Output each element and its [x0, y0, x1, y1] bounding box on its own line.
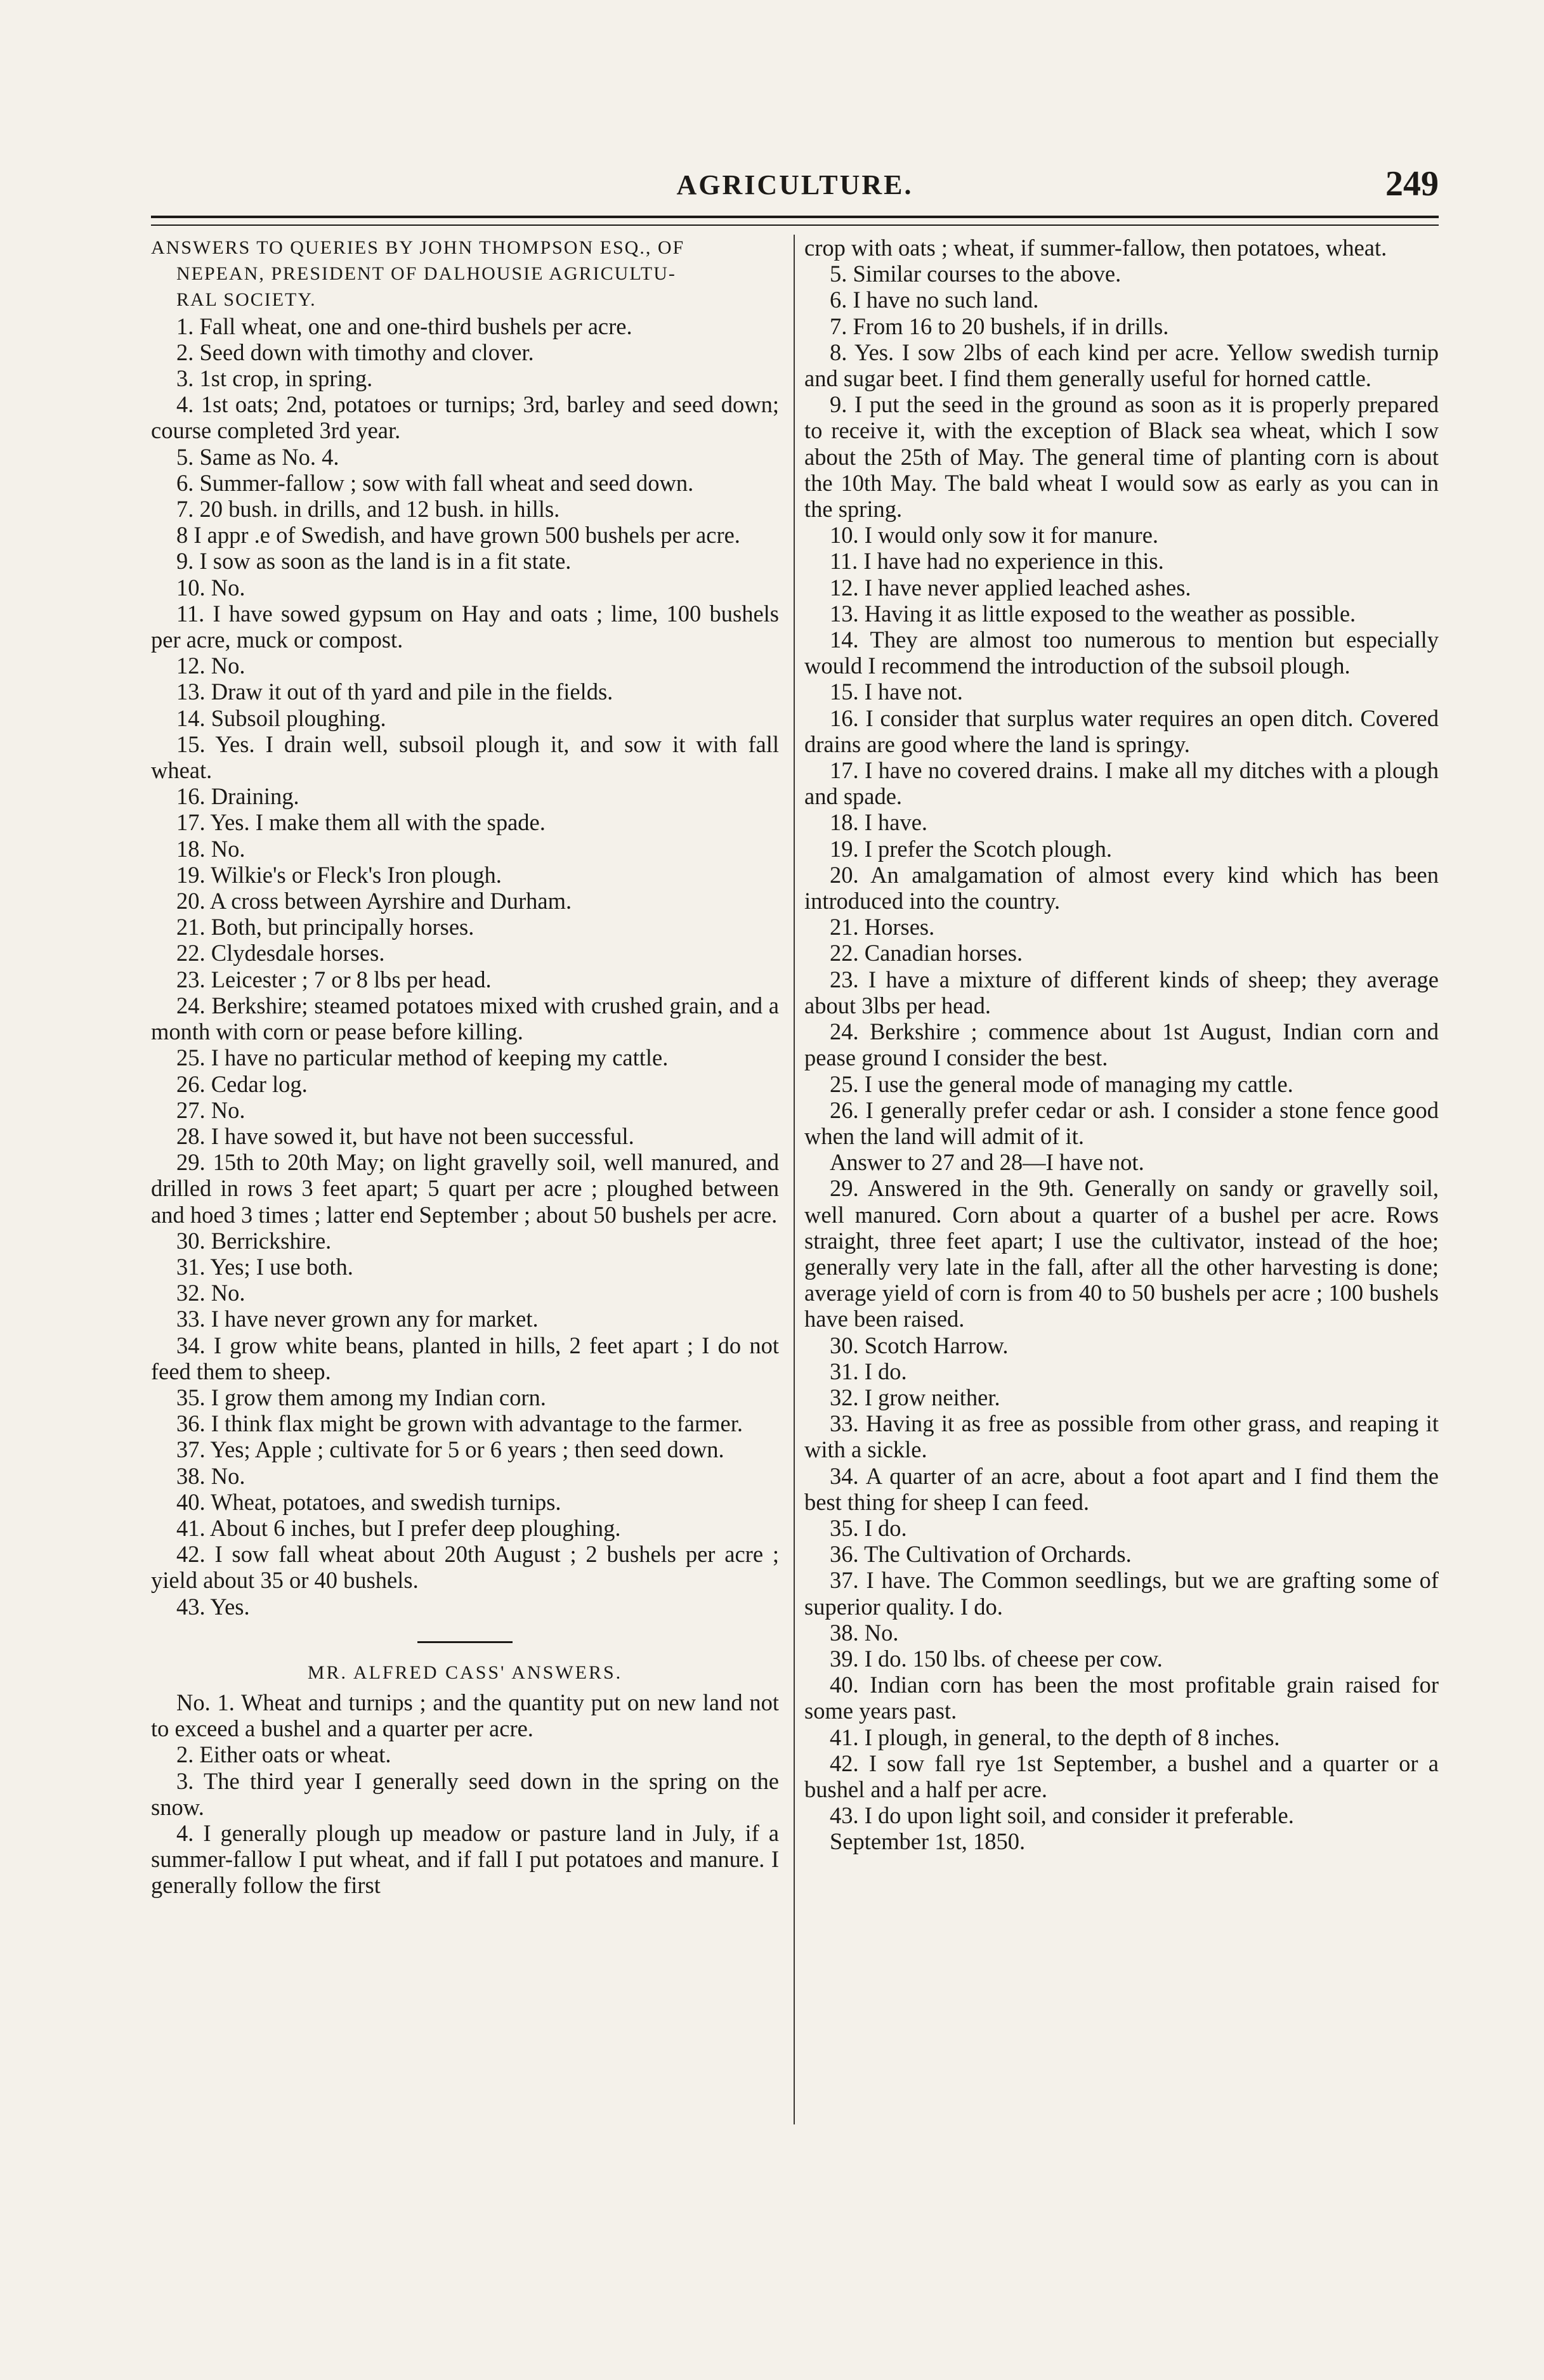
answer-paragraph: 21. Horses. — [830, 914, 935, 940]
answer-paragraph: 7. From 16 to 20 bushels, if in drills. — [830, 313, 1169, 339]
section-divider — [417, 1641, 513, 1643]
answer-paragraph: 4. I generally plough up meadow or pasture land in July, if a summer-fallow I put wheat, and if fall I put potatoes and manure. I generally follow the first — [151, 1819, 779, 1899]
answer-paragraph: 6. Summer-fallow ; sow with fall wheat and seed down. — [176, 469, 694, 496]
answer-paragraph: 26. I generally prefer cedar or ash. I consider a stone fence good when the land will admit of it. — [804, 1096, 1439, 1149]
answer-paragraph: 35. I do. — [830, 1514, 907, 1541]
page-number: 249 — [1385, 164, 1439, 204]
answer-paragraph: 17. I have no covered drains. I make all my ditches with a plough and spade. — [804, 757, 1439, 810]
answer-paragraph: 29. Answered in the 9th. Generally on sandy or gravelly soil, well manured. Corn about a quarter of a bushel per acre. Rows straight, three feet apart; I use the cultivator, instead of the hoe; generally very late in the fall, after all the other harvesting is done; average yield of corn is from 40 to 50 bushels per acre ; 100 bushels have been raised. — [804, 1175, 1439, 1332]
answer-paragraph: 17. Yes. I make them all with the spade. — [176, 809, 546, 836]
answer-paragraph: 41. About 6 inches, but I prefer deep ploughing. — [176, 1514, 621, 1541]
answer-paragraph: 7. 20 bush. in drills, and 12 bush. in hills. — [176, 496, 560, 523]
answer-paragraph: 1. Fall wheat, one and one-third bushels per acre. — [176, 313, 632, 339]
answer-paragraph: 6. I have no such land. — [830, 287, 1039, 313]
answer-paragraph: 35. I grow them among my Indian corn. — [176, 1384, 546, 1410]
left-column — [151, 235, 779, 1899]
column-divider — [794, 235, 795, 2124]
answer-paragraph: 11. I have sowed gypsum on Hay and oats ; lime, 100 bushels per acre, muck or compost. — [151, 600, 779, 653]
continuation-text: crop with oats ; wheat, if summer-fallow, then potatoes, wheat. — [804, 235, 1387, 261]
answer-paragraph: 10. No. — [176, 574, 245, 601]
answer-paragraph: 11. I have had no experience in this. — [830, 548, 1164, 575]
answer-paragraph: 41. I plough, in general, to the depth of 8 inches. — [830, 1724, 1280, 1750]
answer-paragraph: 10. I would only sow it for manure. — [830, 522, 1159, 549]
answer-paragraph: 19. Wilkie's or Fleck's Iron plough. — [176, 861, 502, 888]
answer-paragraph: 22. Canadian horses. — [830, 940, 1023, 966]
answer-paragraph: 21. Both, but principally horses. — [176, 914, 474, 940]
answer-paragraph: 20. A cross between Ayrshire and Durham. — [176, 888, 572, 914]
answer-paragraph: 4. 1st oats; 2nd, potatoes or turnips; 3rd, barley and seed down; course completed 3rd year. — [151, 391, 779, 444]
answer-paragraph: 23. Leicester ; 7 or 8 lbs per head. — [176, 966, 492, 992]
answer-paragraph: 36. I think flax might be grown with advantage to the farmer. — [176, 1410, 743, 1437]
answer-paragraph: 25. I use the general mode of managing my cattle. — [830, 1070, 1293, 1097]
answer-paragraph: No. 1. Wheat and turnips ; and the quantity put on new land not to exceed a bushel and a quarter per acre. — [151, 1689, 779, 1742]
answer-paragraph: 30. Berrickshire. — [176, 1227, 332, 1254]
answer-paragraph: 29. 15th to 20th May; on light gravelly soil, well manured, and drilled in rows 3 feet apart; 5 quart per acre ; ploughed between and hoed 3 times ; latter end September ; about 50 bushels per acre. — [151, 1149, 779, 1228]
answer-paragraph: 40. Indian corn has been the most profitable grain raised for some years past. — [804, 1672, 1439, 1724]
answer-paragraph: 24. Berkshire ; commence about 1st August, Indian corn and pease ground I consider the best. — [804, 1018, 1439, 1071]
answer-paragraph: 16. Draining. — [176, 783, 299, 810]
cass-section-heading: MR. ALFRED CASS' ANSWERS. — [307, 1661, 623, 1683]
answer-paragraph: 5. Similar courses to the above. — [830, 261, 1122, 287]
answer-paragraph: 34. A quarter of an acre, about a foot apart and I find them the best thing for sheep I can feed. — [804, 1462, 1439, 1515]
answer-paragraph: 32. No. — [176, 1280, 245, 1306]
answer-paragraph: 37. I have. The Common seedlings, but we are grafting some of superior quality. I do. — [804, 1567, 1439, 1620]
answer-paragraph: 12. No. — [176, 653, 245, 679]
answer-paragraph: 27. No. — [176, 1096, 245, 1123]
answer-paragraph: 22. Clydesdale horses. — [176, 940, 385, 966]
answer-paragraph: 18. No. — [176, 835, 245, 862]
answer-paragraph: 26. Cedar log. — [176, 1070, 308, 1097]
answer-paragraph: 3. The third year I generally seed down in the spring on the snow. — [151, 1767, 779, 1820]
answer-paragraph: 13. Having it as little exposed to the weather as possible. — [830, 600, 1356, 627]
date-line: September 1st, 1850. — [830, 1828, 1026, 1855]
answer-paragraph: 24. Berkshire; steamed potatoes mixed with crushed grain, and a month with corn or pease before killing. — [151, 992, 779, 1045]
running-head: AGRICULTURE. — [676, 169, 913, 200]
answer-paragraph: 15. Yes. I drain well, subsoil plough it, and sow it with fall wheat. — [151, 731, 779, 784]
answer-paragraph: 33. Having it as free as possible from other grass, and reaping it with a sickle. — [804, 1410, 1439, 1463]
answer-paragraph: 8. Yes. I sow 2lbs of each kind per acre. Yellow swedish turnip and sugar beet. I find them generally useful for horned cattle. — [804, 339, 1439, 392]
answer-paragraph: 28. I have sowed it, but have not been successful. — [176, 1122, 634, 1149]
answer-paragraph: 20. An amalgamation of almost every kind which has been introduced into the country. — [804, 861, 1439, 914]
answer-paragraph: 12. I have never applied leached ashes. — [830, 574, 1191, 601]
answer-paragraph: 15. I have not. — [830, 679, 963, 705]
answer-paragraph: 5. Same as No. 4. — [176, 443, 339, 470]
answer-paragraph: 39. I do. 150 lbs. of cheese per cow. — [830, 1645, 1163, 1672]
answer-paragraph: 14. Subsoil ploughing. — [176, 705, 386, 731]
answer-paragraph: 34. I grow white beans, planted in hills, 2 feet apart ; I do not feed them to sheep. — [151, 1332, 779, 1384]
right-column — [804, 235, 1439, 1855]
section-heading-line-1: ANSWERS TO QUERIES BY JOHN THOMPSON ESQ., OF — [151, 237, 685, 258]
answer-paragraph: 19. I prefer the Scotch plough. — [830, 835, 1112, 862]
answer-paragraph: 18. I have. — [830, 809, 928, 836]
answer-paragraph: 40. Wheat, potatoes, and swedish turnips. — [176, 1488, 561, 1515]
header-rule — [151, 216, 1439, 226]
section-heading-line-3: RAL SOCIETY. — [176, 289, 317, 311]
page-header — [151, 159, 1439, 209]
answer-paragraph: 31. Yes; I use both. — [176, 1253, 353, 1280]
answer-paragraph: 9. I put the seed in the ground as soon as it is properly prepared to receive it, with the exception of Black sea wheat, which I sow about the 25th of May. The general time of planting corn is about the 10th May. The bald wheat I would sow as early as you can in the spring. — [804, 391, 1439, 523]
answer-paragraph: 16. I consider that surplus water requires an open ditch. Covered drains are good where the land is springy. — [804, 705, 1439, 757]
answer-paragraph: Answer to 27 and 28—I have not. — [830, 1149, 1144, 1176]
answer-paragraph: 3. 1st crop, in spring. — [176, 365, 373, 392]
answer-paragraph: 43. Yes. — [176, 1593, 250, 1620]
answer-paragraph: 42. I sow fall rye 1st September, a bushel and a quarter or a bushel and a half per acre. — [804, 1750, 1439, 1802]
answer-paragraph: 8 I appr .e of Swedish, and have grown 500 bushels per acre. — [176, 522, 740, 549]
answer-paragraph: 38. No. — [830, 1619, 899, 1646]
answer-paragraph: 25. I have no particular method of keeping my cattle. — [176, 1044, 669, 1071]
answer-paragraph: 38. No. — [176, 1462, 245, 1489]
thompson-answers-list — [151, 313, 779, 1620]
answer-paragraph: 9. I sow as soon as the land is in a fit state. — [176, 548, 572, 575]
answer-paragraph: 23. I have a mixture of different kinds of sheep; they average about 3lbs per head. — [804, 966, 1439, 1018]
answer-paragraph: 43. I do upon light soil, and consider it preferable. — [830, 1802, 1294, 1829]
section-heading-line-2: NEPEAN, PRESIDENT OF DALHOUSIE AGRICULTU- — [176, 263, 676, 285]
answer-paragraph: 31. I do. — [830, 1358, 907, 1384]
answer-paragraph: 2. Seed down with timothy and clover. — [176, 339, 534, 365]
cass-answers-continued-list — [804, 261, 1439, 1828]
answer-paragraph: 32. I grow neither. — [830, 1384, 1000, 1410]
answer-paragraph: 14. They are almost too numerous to mention but especially would I recommend the introduction of the subsoil plough. — [804, 627, 1439, 679]
answer-paragraph: 2. Either oats or wheat. — [176, 1741, 391, 1768]
answer-paragraph: 30. Scotch Harrow. — [830, 1332, 1009, 1358]
answer-paragraph: 42. I sow fall wheat about 20th August ; 2 bushels per acre ; yield about 35 or 40 bushels. — [151, 1541, 779, 1594]
answer-paragraph: 33. I have never grown any for market. — [176, 1306, 539, 1332]
answer-paragraph: 37. Yes; Apple ; cultivate for 5 or 6 years ; then seed down. — [176, 1436, 724, 1463]
answer-paragraph: 13. Draw it out of th yard and pile in the fields. — [176, 679, 613, 705]
answer-paragraph: 36. The Cultivation of Orchards. — [830, 1541, 1132, 1568]
cass-answers-list — [151, 1689, 779, 1899]
